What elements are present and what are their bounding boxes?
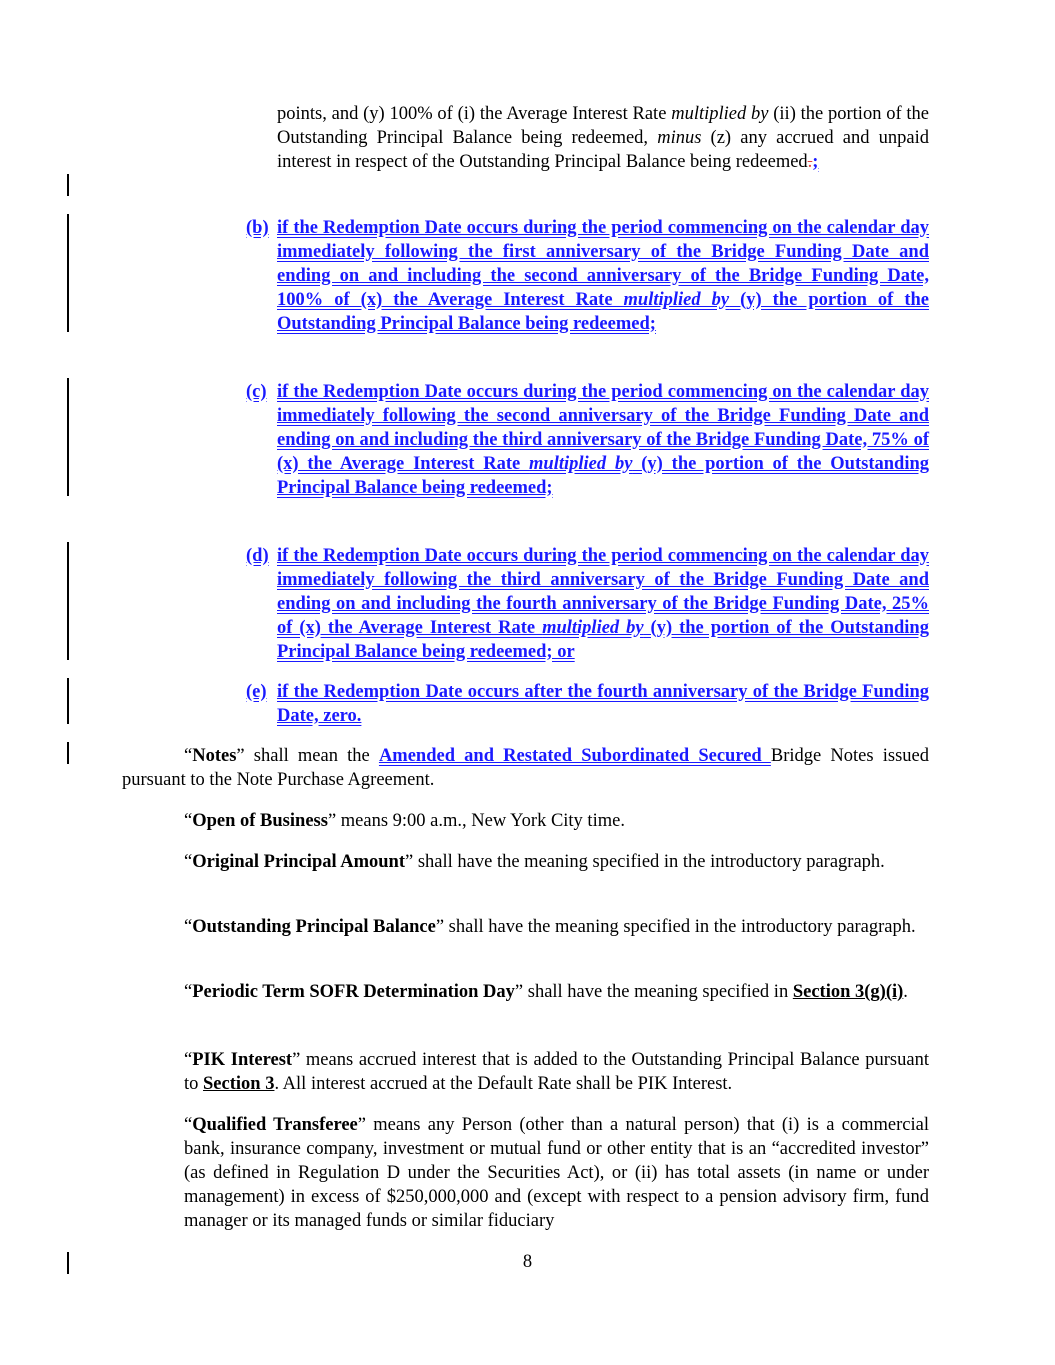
item-label: (c) — [246, 382, 267, 402]
carry-over-paragraph: points, and (y) 100% of (i) the Average Interest Rate multiplied by (ii) the portion of the Outstanding Principal Balance being redeemed, minus (z) any accrued and unpaid interest in respect of the Outstanding Principal Balance being redeemed.; — [277, 104, 930, 172]
redemption-item: if the Redemption Date occurs during the period commencing on the calendar day immediately following the third anniversary of the Bridge Funding Date and ending on and including the fourth anniversary of the Bridge Funding Date, 25% of (x) the Average Interest Rate multiplied by (y) the portion of the Outstanding Principal Balance being redeemed; or — [277, 546, 929, 662]
change-bar — [67, 378, 69, 496]
change-bar — [67, 174, 69, 196]
redemption-item: if the Redemption Date occurs after the fourth anniversary of the Bridge Funding Date, zero. — [277, 682, 929, 726]
definition-periodic-term-sofr: “Periodic Term SOFR Determination Day” shall have the meaning specified in Section 3(g)(i). — [184, 982, 908, 1002]
inserted-text: Amended and Restated Subordinated Secured — [378, 746, 771, 766]
section-reference[interactable]: Section 3 — [203, 1074, 275, 1094]
change-bar — [67, 214, 69, 332]
deleted-text: . — [807, 152, 813, 172]
change-bar — [67, 542, 69, 660]
definition-open-of-business: “Open of Business” means 9:00 a.m., New York City time. — [184, 811, 625, 831]
definition-qualified-transferee: “Qualified Transferee” means any Person (other than a natural person) that (i) is a commercial bank, insurance company, investment or mutual fund or other entity that is an “accredited investor” (as defined in Regulation D under the Securities Act), or (ii) has total assets (in name or under management) in excess of $250,000,000 and (except with respect to a pension advisory firm, fund manager or its managed funds or similar fiduciary — [184, 1115, 929, 1231]
definition-notes: “Notes” shall mean the Amended and Restated Subordinated Secured Bridge Notes issued pursuant to the Note Purchase Agreement. — [122, 746, 930, 790]
item-label: (b) — [246, 218, 269, 238]
change-bar — [67, 742, 69, 764]
page-number: 8 — [522, 1252, 533, 1272]
definition-pik-interest: “PIK Interest” means accrued interest that is added to the Outstanding Principal Balance pursuant to Section 3. All interest accrued at the Default Rate shall be PIK Interest. — [184, 1050, 929, 1094]
inserted-text: ; — [812, 152, 819, 172]
change-bar — [67, 678, 69, 724]
definition-original-principal-amount: “Original Principal Amount” shall have the meaning specified in the introductory paragraph. — [184, 852, 885, 872]
item-label: (d) — [246, 546, 269, 566]
section-reference[interactable]: Section 3(g)(i) — [792, 982, 904, 1002]
definition-outstanding-principal-balance: “Outstanding Principal Balance” shall have the meaning specified in the introductory paragraph. — [184, 917, 916, 937]
redemption-item: if the Redemption Date occurs during the period commencing on the calendar day immediately following the second anniversary of the Bridge Funding Date and ending on and including the third anniversary of the Bridge Funding Date, 75% of (x) the Average Interest Rate multiplied by (y) the portion of the Outstanding Principal Balance being redeemed; — [277, 382, 929, 498]
redemption-item: if the Redemption Date occurs during the period commencing on the calendar day immediately following the first anniversary of the Bridge Funding Date and ending on and including the second anniversary of the Bridge Funding Date, 100% of (x) the Average Interest Rate multiplied by (y) the portion of the Outstanding Principal Balance being redeemed; — [277, 218, 929, 334]
item-label: (e) — [246, 682, 267, 702]
